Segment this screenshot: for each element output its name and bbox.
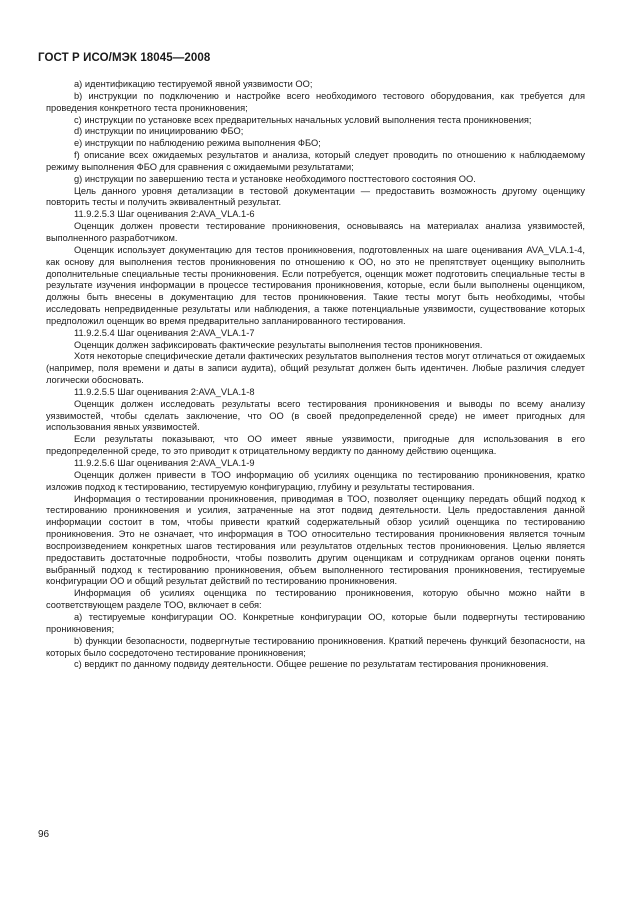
paragraph: b) инструкции по подключению и настройке всего необходимого тестового оборудования, как требуется для проведения конкретного теста проникновения;: [46, 90, 585, 113]
paragraph: Если результаты показывают, что ОО имеет явные уязвимости, пригодные для использования в его предопределенной среде, то это приводит к отрицательному вердикту по данному действию оценщика.: [46, 434, 585, 457]
paragraph: а) тестируемые конфигурации ОО. Конкретные конфигурации ОО, которые были подвергнуты тестированию проникновения;: [46, 611, 585, 634]
paragraph: f) описание всех ожидаемых результатов и анализа, который следует проводить по отношению к наблюдаемому режиму выполнения ФБО для сравнения с ожидаемыми результатами;: [46, 150, 585, 172]
paragraph: Цель данного уровня детализации в тестовой документации — предоставить возможность другому оценщику повторить тесты и получить эквивалентный результат.: [46, 185, 585, 208]
page-number: 96: [38, 829, 50, 840]
section-heading: 11.9.2.5.4 Шаг оценивания 2:AVA_VLA.1-7: [74, 327, 255, 338]
document-header: ГОСТ Р ИСО/МЭК 18045—2008: [38, 52, 211, 64]
paragraph: Информация о тестировании проникновения, приводимая в ТОО, позволяет оценщику передать общий подход к тестированию проникновения и усилия, затраченные на этот подвид деятельности. Цель предоставления данной информации состоит в том, чтобы привести краткий содержательный обзор усилий оценщика по тестированию проникновения. Это не означает, что информация в ТОО относительно тестирования проникновения является точным воспроизведением конкретных шагов тестирования или результатов отдельных тестов проникновения. Целью является предоставить достаточные подробности, чтобы позволить другим оценщикам и сотрудникам органов оценки понять выбранный подход к тестированию проникновения, объем выполненного тестирования проникновения, тестируемые конфигурации ОО и общий результат действий по тестированию проникновения.: [46, 493, 585, 587]
document-body: [46, 79, 585, 671]
paragraph: Оценщик должен провести тестирование проникновения, основываясь на материалах анализа уязвимостей, выполненного разработчиком.: [46, 221, 585, 243]
paragraph: Информация об усилиях оценщика по тестированию проникновения, которую обычно можно найти в соответствующем разделе ТОО, включает в себя:: [46, 588, 585, 611]
paragraph: Оценщик должен зафиксировать фактические результаты выполнения тестов проникновения.: [74, 339, 483, 350]
paragraph: g) инструкции по завершению теста и установке необходимого посттестового состояния ОО.: [74, 173, 476, 184]
paragraph: Оценщик должен исследовать результаты всего тестирования проникновения и выводы по всему анализу уязвимостей, чтобы сделать заключение, что ОО (в своей предопределенной среде) не имеет пригодных для использования явных уязвимостей.: [46, 398, 585, 433]
paragraph: Хотя некоторые специфические детали фактических результатов выполнения тестов могут отличаться от ожидаемых (например, поля времени и даты в записи аудита), общий результат должен быть идентичен. Любые различия следует логически обосновать.: [46, 351, 586, 386]
paragraph: а) идентификацию тестируемой явной уязвимости ОО;: [74, 79, 313, 89]
paragraph: с) вердикт по данному подвиду деятельности. Общее решение по результатам тестирования проникновения.: [74, 659, 549, 670]
section-heading: 11.9.2.5.3 Шаг оценивания 2:AVA_VLA.1-6: [74, 209, 255, 220]
section-heading: 11.9.2.5.6 Шаг оценивания 2:AVA_VLA.1-9: [74, 458, 255, 468]
paragraph: Оценщик должен привести в ТОО информацию об усилиях оценщика по тестированию проникновения, кратко изложив подход к тестированию, тестируемую конфигурацию, глубину и результаты тестирования.: [46, 469, 585, 492]
paragraph: d) инструкции по инициированию ФБО;: [74, 126, 244, 137]
paragraph: е) инструкции по наблюдению режима выполнения ФБО;: [74, 138, 321, 149]
paragraph: с) инструкции по установке всех предварительных начальных условий выполнения теста проникновения;: [74, 114, 532, 125]
section-heading: 11.9.2.5.5 Шаг оценивания 2:AVA_VLA.1-8: [74, 386, 255, 397]
paragraph: b) функции безопасности, подвергнутые тестированию проникновения. Краткий перечень функций безопасности, на которых было сосредоточено тестирование проникновения;: [46, 635, 585, 658]
paragraph: Оценщик использует документацию для тестов проникновения, подготовленных на шаге оценивания AVA_VLA.1-4, как основу для выполнения тестов проникновения по отношению к ОО, но это не препятствует оценщику выполнить дополнительные специальные тесты проникновения. Если потребуется, оценщик может подготовить специальные тесты в результате изучения информации в процессе тестирования проникновения, которые, если были выполнены оценщиком, должны быть внесены в документацию для тестов проникновения. Такие тесты могут быть необходимы, чтобы исследовать непредвиденные результаты или наблюдения, а также потенциальные уязвимости, существование которых предположил оценщик во время предварительно запланированного тестирования.: [46, 244, 585, 326]
